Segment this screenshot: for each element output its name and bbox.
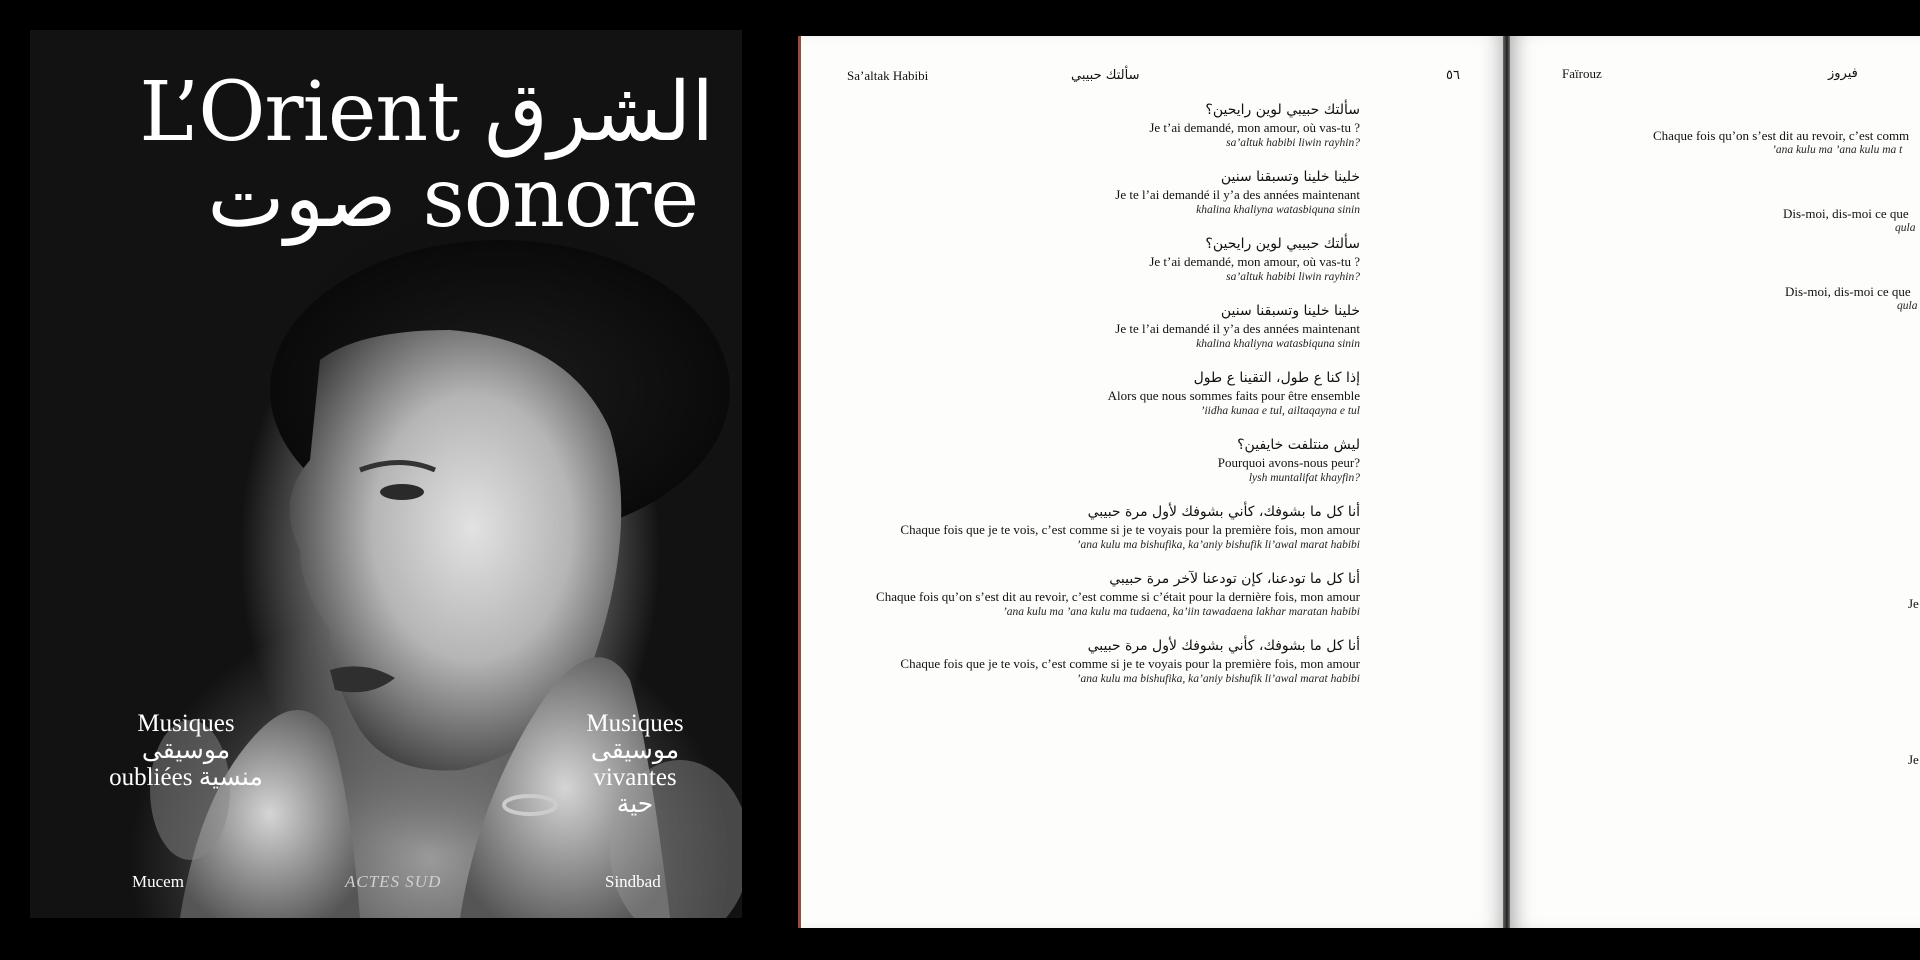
arabic-line: ليش منتلفت خايفين؟: [1237, 437, 1360, 453]
left-page: [798, 36, 1506, 928]
subtitle-line: vivantes: [593, 764, 677, 791]
stanza: [820, 569, 1360, 620]
subtitle-line: oubliées منسية: [109, 764, 263, 791]
arabic-line: إذا كنا ع طول، التقينا ع طول: [1193, 370, 1360, 386]
arabic-line: خلينا خلينا وتسبقنا سنين: [1220, 303, 1360, 319]
subtitle-line: Musiques: [137, 710, 235, 737]
subtitle-line: Musiques: [586, 710, 684, 737]
running-title-arabic: سألتك حبيبي: [1071, 68, 1140, 83]
subtitle-line: موسيقى: [141, 737, 231, 764]
running-title: Faïrouz: [1562, 66, 1602, 81]
french-line: Pourquoi avons-nous peur?: [1217, 455, 1360, 470]
french-line-fragment: Je: [1908, 596, 1919, 611]
stanza: [820, 368, 1360, 419]
transliteration-line: sa’altuk habibi liwin rayhin?: [1226, 137, 1360, 149]
lyrics-block: [820, 100, 1360, 703]
running-title: Sa’altak Habibi: [847, 68, 929, 83]
page-number: ٥٦: [1446, 68, 1460, 83]
french-line: Je te l’ai demandé il y’a des années maintenant: [1115, 187, 1360, 202]
stanza: [820, 502, 1360, 553]
transliteration-line: ’ana kulu ma bishufika, ka’aniy bishufik li’awal marat habibi: [1076, 539, 1360, 551]
french-line: Chaque fois que je te vois, c’est comme si je te voyais pour la première fois, mon amour: [900, 656, 1360, 671]
transliteration-line: lysh muntalifat khayfin?: [1248, 472, 1360, 484]
transliteration-line: ’ana kulu ma ’ana kulu ma tudaena, ka’iin tawadaena lakhar maratan habibi: [1002, 606, 1360, 618]
transliteration-line: ’iidha kunaa e tul, ailtaqayna e tul: [1200, 405, 1360, 417]
french-line: Chaque fois que je te vois, c’est comme si je te voyais pour la première fois, mon amour: [900, 522, 1360, 537]
transliteration-line: khalina khaliyna watasbiquna sinin: [1196, 204, 1360, 216]
arabic-line: أنا كل ما بشوفك، كأني بشوفك لأول مرة حبيبي: [1087, 638, 1360, 654]
french-line: Je t’ai demandé, mon amour, où vas-tu ?: [1149, 120, 1360, 135]
transliteration-line: sa’altuk habibi liwin rayhin?: [1226, 271, 1360, 283]
french-line-fragment: Dis-moi, dis-moi ce que: [1783, 206, 1909, 221]
transliteration-line: khalina khaliyna watasbiquna sinin: [1196, 338, 1360, 350]
running-title-arabic: فيروز: [1828, 66, 1858, 81]
stanza: [820, 435, 1360, 486]
stanza: [820, 234, 1360, 285]
arabic-line: خلينا خلينا وتسبقنا سنين: [1220, 169, 1360, 185]
cover-title-line2: صوت sonore: [207, 151, 698, 246]
publisher-sindbad: Sindbad: [605, 872, 661, 891]
transliteration-fragment: qula: [1895, 222, 1916, 234]
french-line: Chaque fois qu’on s’est dit au revoir, c’est comme si c’était pour la dernière fois, mon amour: [876, 589, 1360, 604]
subtitle-line: موسيقى: [590, 737, 680, 764]
french-line-fragment: Dis-moi, dis-moi ce que: [1785, 284, 1911, 299]
publisher-mucem: Mucem: [132, 872, 184, 891]
stanza: [820, 100, 1360, 151]
stanza: [820, 167, 1360, 218]
french-line-fragment: Chaque fois qu’on s’est dit au revoir, c’est comm: [1653, 128, 1910, 143]
transliteration-fragment: ’ana kulu ma ’ana kulu ma t: [1772, 144, 1903, 156]
cover-subtitle-right: [530, 710, 740, 818]
transliteration-fragment: qula: [1897, 300, 1918, 312]
subtitle-line: حية: [616, 791, 654, 818]
stanza: [820, 301, 1360, 352]
arabic-line: أنا كل ما تودعنا، كإن تودعنا لآخر مرة حبيبي: [1109, 571, 1360, 587]
transliteration-line: ’ana kulu ma bishufika, ka’aniy bishufik li’awal marat habibi: [1076, 673, 1360, 685]
french-line: Alors que nous sommes faits pour être ensemble: [1107, 388, 1360, 403]
stanza: [820, 636, 1360, 687]
french-line-fragment: Je: [1908, 752, 1919, 767]
arabic-line: أنا كل ما بشوفك، كأني بشوفك لأول مرة حبيبي: [1087, 504, 1360, 520]
arabic-line: سألتك حبيبي لوين رايحين؟: [1205, 102, 1360, 118]
cover-subtitle-left: [66, 710, 306, 791]
cover-title-line1: L’Orient الشرق: [139, 65, 714, 160]
publisher-actes-sud: ACTES SUD: [345, 872, 442, 891]
arabic-line: سألتك حبيبي لوين رايحين؟: [1205, 236, 1360, 252]
french-line: Je t’ai demandé, mon amour, où vas-tu ?: [1149, 254, 1360, 269]
right-page: [1510, 36, 1920, 928]
book-cover: [30, 30, 742, 918]
french-line: Je te l’ai demandé il y’a des années maintenant: [1115, 321, 1360, 336]
